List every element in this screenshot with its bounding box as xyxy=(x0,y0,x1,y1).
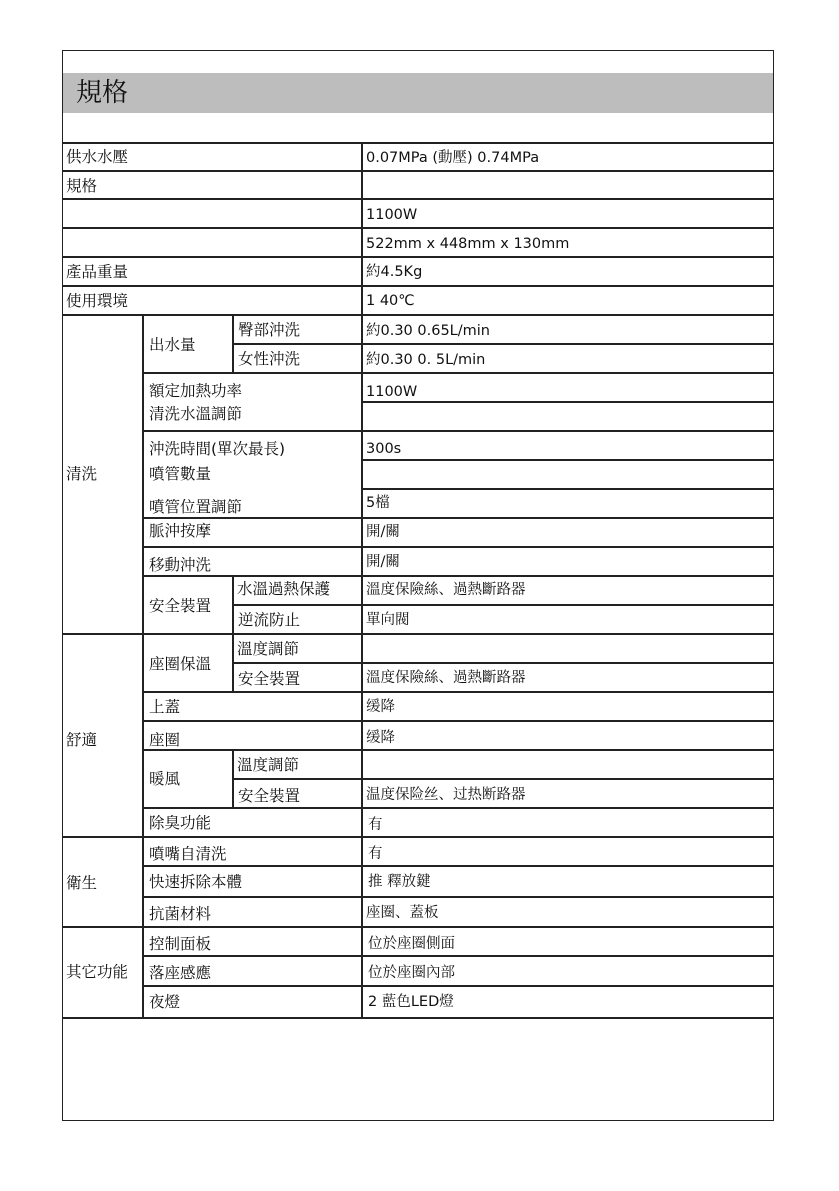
row-divider xyxy=(143,517,773,519)
label-environment: 使用環境 xyxy=(66,292,129,310)
label-seat: 座圈 xyxy=(149,731,181,749)
section-label-comfort: 舒適 xyxy=(66,731,98,749)
category-column-divider xyxy=(142,314,144,1019)
row-divider xyxy=(143,985,773,987)
row-divider xyxy=(63,256,773,258)
value-column-divider xyxy=(361,142,363,1019)
value-control-panel: 位於座圈側面 xyxy=(368,936,455,952)
row-divider xyxy=(143,896,773,898)
value-dimensions: 522mm x 448mm x 130mm xyxy=(366,236,570,252)
label-deodor: 除臭功能 xyxy=(149,814,212,832)
page-title: 規格 xyxy=(76,78,129,108)
row-divider xyxy=(233,662,773,664)
value-lid: 缓降 xyxy=(366,699,395,715)
section-label-wash: 清洗 xyxy=(66,465,98,483)
label-nozzle-clean: 噴嘴自清洗 xyxy=(149,845,227,863)
value-seat-safety: 溫度保險絲、過熱斷路器 xyxy=(366,670,526,686)
section-divider xyxy=(63,633,773,635)
label-control-panel: 控制面板 xyxy=(149,935,212,953)
label-air-temp: 溫度調節 xyxy=(237,756,300,774)
label-overheat: 水溫過熱保護 xyxy=(237,580,331,598)
section-divider xyxy=(63,836,773,838)
section-label-hygiene: 衛生 xyxy=(66,874,98,892)
label-pulse: 脈沖按摩 xyxy=(149,522,212,540)
row-divider xyxy=(63,285,773,287)
row-divider xyxy=(63,227,773,229)
value-environment: 1 40℃ xyxy=(366,293,415,309)
row-divider xyxy=(143,430,773,432)
section-divider xyxy=(63,926,773,928)
row-divider xyxy=(143,720,773,722)
subgroup-divider xyxy=(232,314,234,372)
value-water-pressure: 0.07MPa (動壓) 0.74MPa xyxy=(366,150,540,166)
value-antibacterial: 座圈、蓋板 xyxy=(366,905,439,921)
value-nozzle-position: 5檔 xyxy=(366,495,390,511)
label-wash-safety: 安全裝置 xyxy=(149,597,212,615)
row-divider xyxy=(143,865,773,867)
label-female-wash: 女性沖洗 xyxy=(238,350,301,368)
label-lid: 上蓋 xyxy=(149,698,181,716)
value-wash-time: 300s xyxy=(366,441,402,457)
label-rear-wash: 臀部沖洗 xyxy=(238,321,301,339)
subgroup-divider xyxy=(232,575,234,633)
table-bottom-line xyxy=(63,1017,773,1019)
label-flow: 出水量 xyxy=(149,336,196,354)
label-nozzle-position: 噴管位置調節 xyxy=(149,498,243,516)
label-warm-air: 暖風 xyxy=(149,770,181,788)
label-seat-sensor: 落座感應 xyxy=(149,964,212,982)
title-bar xyxy=(63,73,773,113)
row-divider xyxy=(143,955,773,957)
row-divider xyxy=(361,401,773,403)
value-weight: 約4.5Kg xyxy=(366,264,423,280)
value-seat-sensor: 位於座圈內部 xyxy=(368,965,455,981)
value-heating-power: 1100W xyxy=(366,384,418,400)
label-quick-remove: 快速拆除本體 xyxy=(149,873,243,891)
table-top-line xyxy=(63,142,773,144)
label-seat-temp: 溫度調節 xyxy=(237,640,300,658)
row-divider xyxy=(233,778,773,780)
row-divider xyxy=(143,546,773,548)
label-night-light: 夜燈 xyxy=(149,993,181,1011)
label-nozzle-count: 噴管數量 xyxy=(149,465,212,483)
label-weight: 產品重量 xyxy=(66,263,129,281)
row-divider xyxy=(63,198,773,200)
row-divider xyxy=(143,749,773,751)
value-night-light: 2 藍色LED燈 xyxy=(368,994,454,1010)
value-air-safety: 温度保险丝、过热断路器 xyxy=(366,787,526,803)
row-divider xyxy=(63,314,773,316)
label-moving-wash: 移動沖洗 xyxy=(149,556,212,574)
subgroup-divider xyxy=(232,633,234,691)
label-air-safety: 安全裝置 xyxy=(238,787,301,805)
value-quick-remove: 推 釋放鍵 xyxy=(368,874,431,890)
value-backflow: 單向閥 xyxy=(366,612,410,628)
value-female-wash: 約0.30 0. 5L/min xyxy=(366,352,486,368)
label-wash-time: 沖洗時間(單次最長) xyxy=(149,440,286,458)
row-divider xyxy=(143,807,773,809)
row-divider xyxy=(361,459,773,461)
label-water-temp: 清洗水溫調節 xyxy=(149,405,243,423)
row-divider xyxy=(143,691,773,693)
row-divider xyxy=(233,343,773,345)
value-pulse: 開/關 xyxy=(366,524,400,540)
value-deodor: 有 xyxy=(368,817,383,833)
label-heating-power: 額定加熱功率 xyxy=(149,382,243,400)
row-divider xyxy=(63,170,773,172)
label-seat-heat: 座圈保溫 xyxy=(149,655,212,673)
value-power: 1100W xyxy=(366,207,418,223)
label-seat-safety: 安全裝置 xyxy=(238,670,301,688)
value-seat: 缓降 xyxy=(366,730,395,746)
value-nozzle-clean: 有 xyxy=(368,846,383,862)
label-backflow: 逆流防止 xyxy=(238,611,301,629)
subgroup-divider xyxy=(232,749,234,807)
section-label-other: 其它功能 xyxy=(66,963,129,981)
row-divider xyxy=(143,575,773,577)
value-moving-wash: 開/關 xyxy=(366,554,400,570)
row-divider xyxy=(361,488,773,490)
label-water-pressure: 供水水壓 xyxy=(66,148,129,166)
value-rear-wash: 約0.30 0.65L/min xyxy=(366,323,490,339)
row-divider xyxy=(143,372,773,374)
label-spec: 規格 xyxy=(66,177,98,195)
value-overheat: 溫度保險絲、過熱斷路器 xyxy=(366,582,526,598)
row-divider xyxy=(233,604,773,606)
label-antibacterial: 抗菌材料 xyxy=(149,905,212,923)
